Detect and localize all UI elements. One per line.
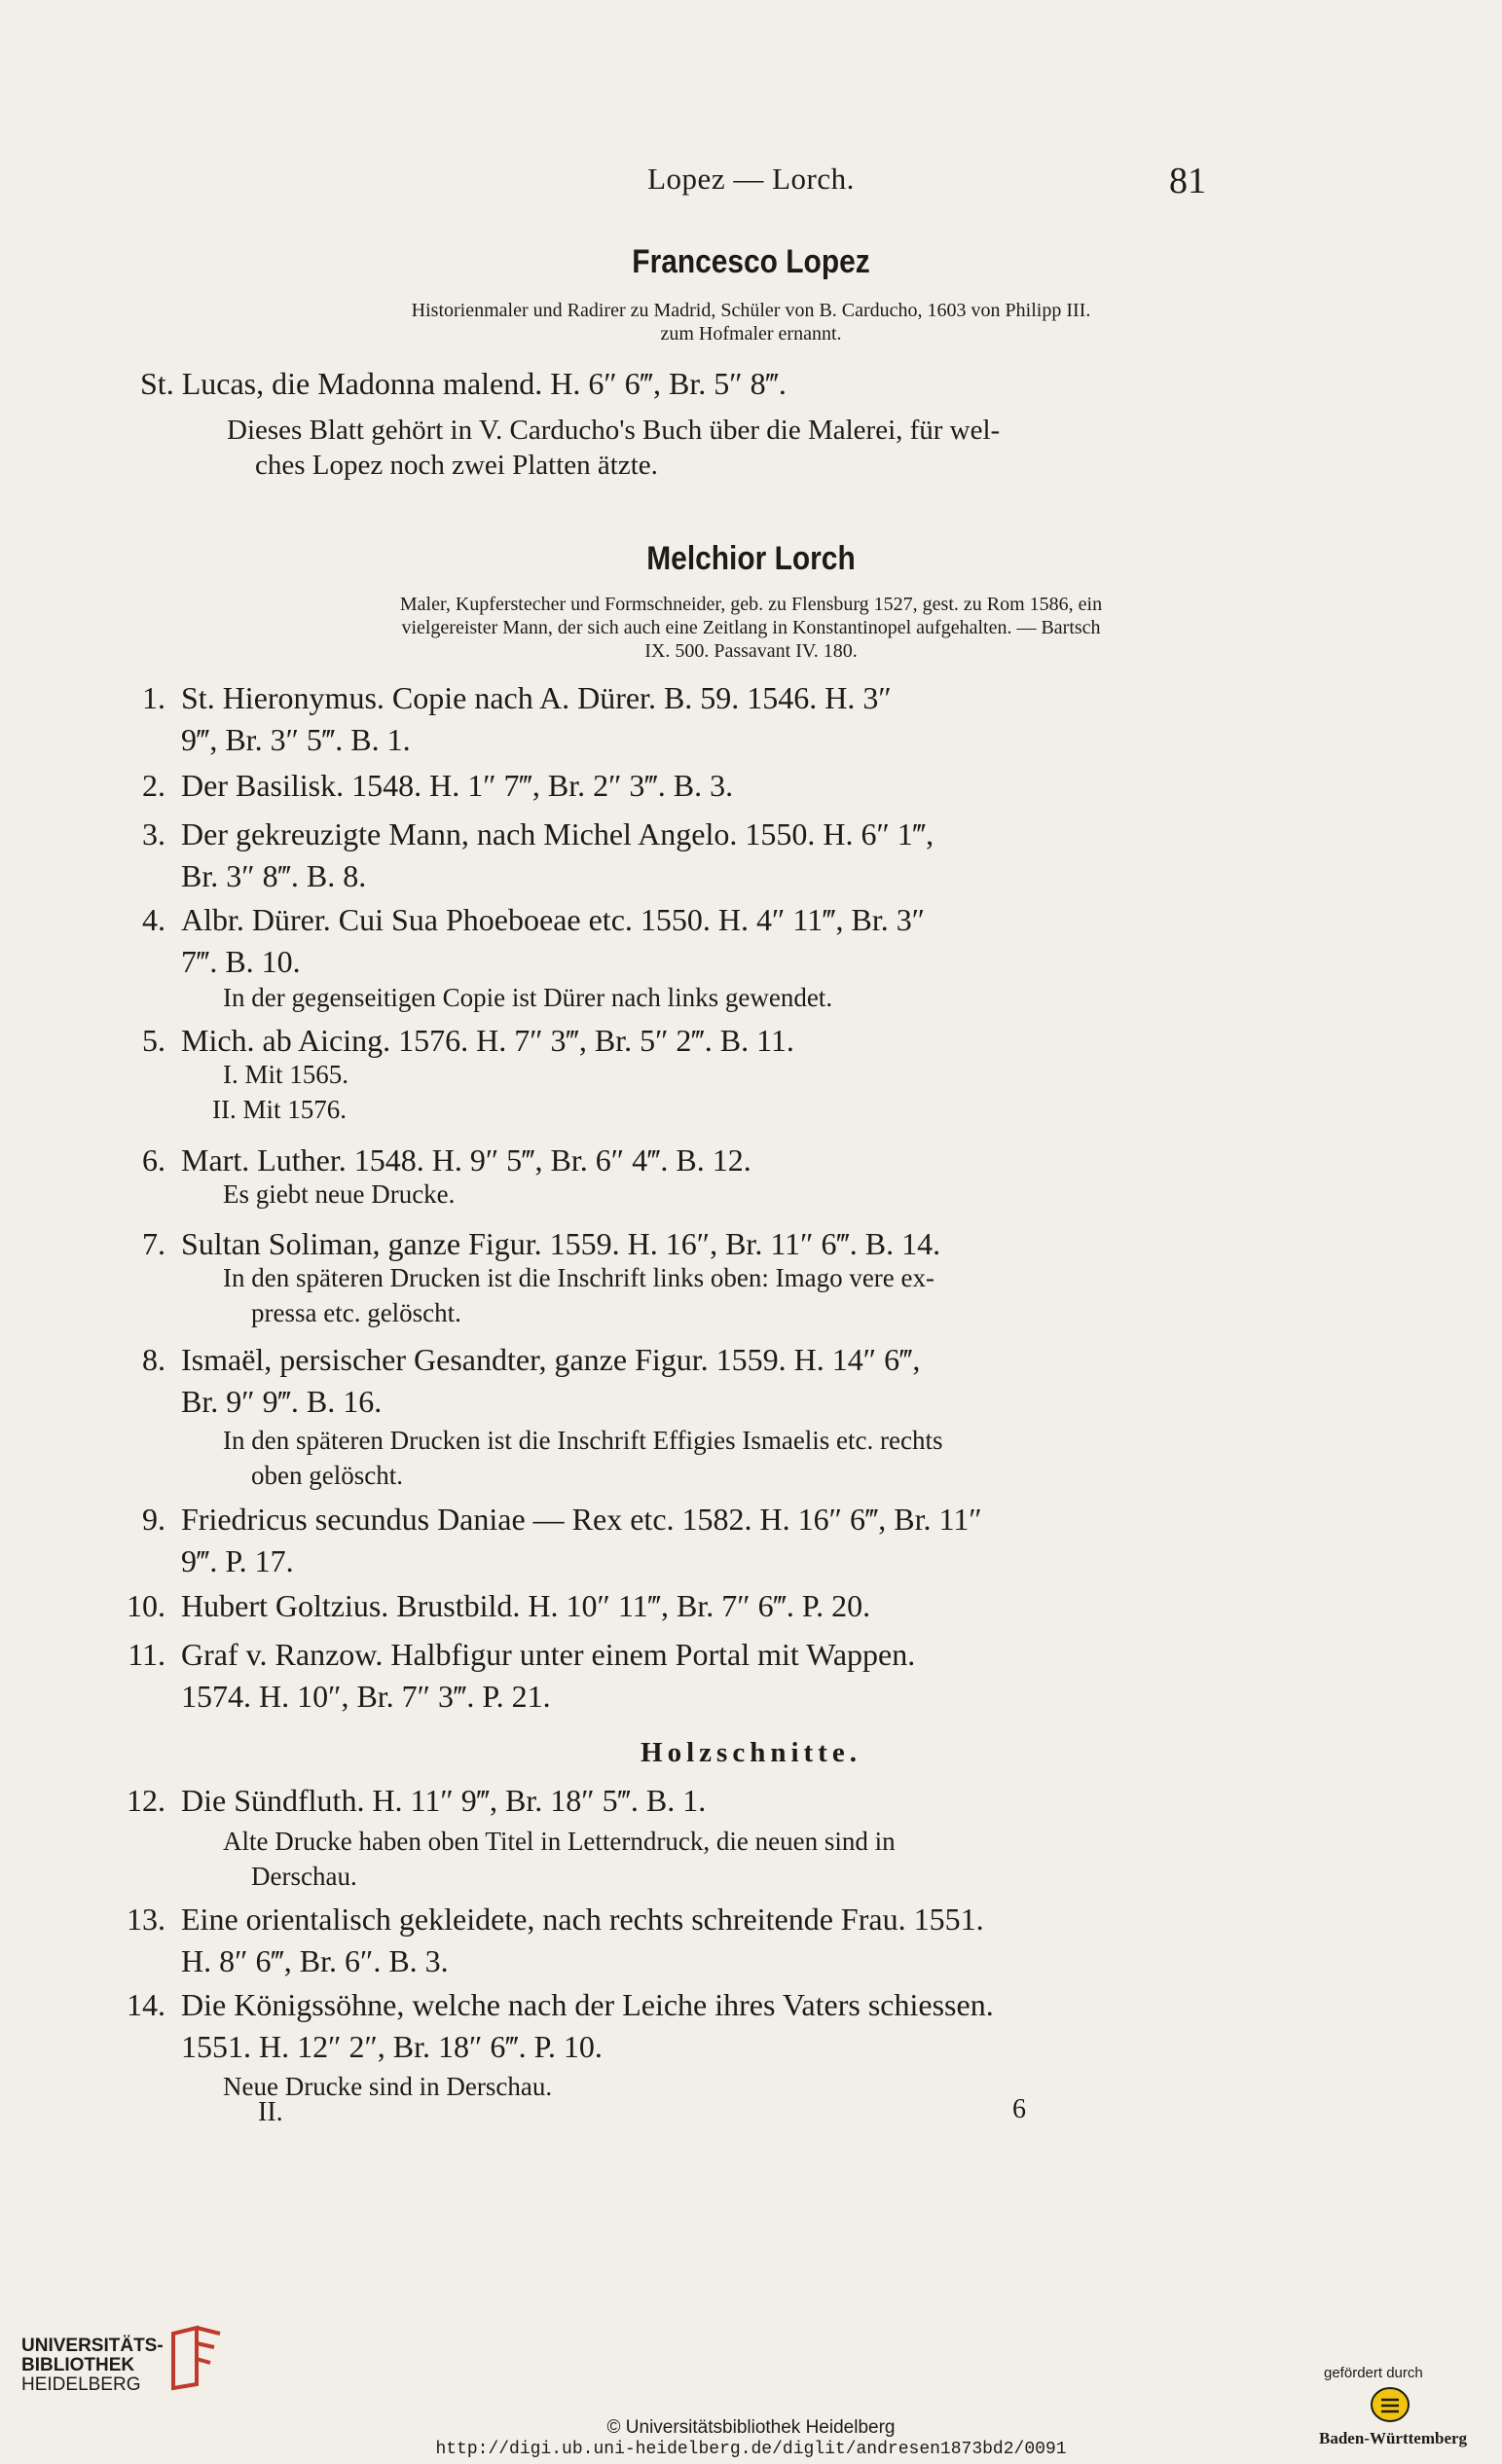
signature-marker: 6 xyxy=(1012,2094,1026,2124)
entry-text: Der gekreuzigte Mann, nach Michel Angelo. 1550. H. 6″ 1‴, xyxy=(181,816,934,852)
entry-number: 3. xyxy=(142,816,165,852)
permalink[interactable]: http://digi.ub.uni-heidelberg.de/diglit/andresen1873bd2/0091 xyxy=(435,2440,1067,2459)
entry-number: 8. xyxy=(142,1342,165,1377)
entry-number: 12. xyxy=(127,1783,165,1818)
entry-number: 11. xyxy=(128,1637,165,1672)
library-name-line: UNIVERSITÄTS- xyxy=(21,2336,164,2356)
entry-lopez: St. Lucas, die Madonna malend. H. 6″ 6‴, Br. 5″ 8‴. xyxy=(140,366,787,401)
artist-name-lorch: Melchior Lorch xyxy=(646,540,856,577)
entry-text: Graf v. Ranzow. Halbfigur unter einem Portal mit Wappen. xyxy=(181,1637,916,1672)
entry-text: Br. 9″ 9‴. B. 16. xyxy=(181,1384,383,1419)
bio-line: Historienmaler und Radirer zu Madrid, Schüler von B. Carducho, 1603 von Philipp III. xyxy=(411,300,1091,321)
copyright-text: © Universitätsbibliothek Heidelberg xyxy=(606,2417,896,2438)
entry-text: Die Sündfluth. H. 11″ 9‴, Br. 18″ 5‴. B. 1. xyxy=(181,1783,707,1818)
entry-text: Die Königssöhne, welche nach der Leiche ihres Vaters schiessen. xyxy=(181,1987,994,2022)
section-title-woodcuts: Holzschnitte. xyxy=(641,1737,861,1768)
entry-note: In den späteren Drucken ist die Inschrift Effigies Ismaelis etc. rechts xyxy=(223,1426,943,1455)
library-mark-icon xyxy=(167,2324,226,2392)
artist-name-lopez: Francesco Lopez xyxy=(632,243,870,280)
entry-text: H. 8″ 6‴, Br. 6″. B. 3. xyxy=(181,1943,449,1978)
entry-note: ches Lopez noch zwei Platten ätzte. xyxy=(255,450,658,481)
library-name-line: HEIDELBERG xyxy=(21,2374,141,2395)
entry-text: Albr. Dürer. Cui Sua Phoeboeae etc. 1550. H. 4″ 11‴, Br. 3″ xyxy=(181,902,926,937)
entry-text: Der Basilisk. 1548. H. 1″ 7‴, Br. 2″ 3‴. B. 3. xyxy=(181,768,734,803)
entry-note: Es giebt neue Drucke. xyxy=(223,1179,456,1209)
entry-number: 1. xyxy=(142,680,165,715)
entry-text: 9‴. P. 17. xyxy=(181,1543,294,1578)
entry-number: 6. xyxy=(142,1142,165,1178)
entry-number: 4. xyxy=(142,902,165,937)
bio-line: IX. 500. Passavant IV. 180. xyxy=(644,640,858,662)
entry-text: Mich. ab Aicing. 1576. H. 7″ 3‴, Br. 5″ 2‴. B. 11. xyxy=(181,1023,794,1058)
entry-text: Mart. Luther. 1548. H. 9″ 5‴, Br. 6″ 4‴. B. 12. xyxy=(181,1142,751,1178)
entry-number: 2. xyxy=(142,768,165,803)
funded-by-label: gefördert durch xyxy=(1324,2365,1423,2381)
artist-bio-lorch xyxy=(0,593,1502,663)
entry-text: 9‴, Br. 3″ 5‴. B. 1. xyxy=(181,722,411,757)
entry-note: pressa etc. gelöscht. xyxy=(251,1298,461,1327)
coat-of-arms-icon xyxy=(1370,2386,1410,2423)
entry-text: Hubert Goltzius. Brustbild. H. 10″ 11‴, Br. 7″ 6‴. P. 20. xyxy=(181,1588,871,1623)
entry-note: Alte Drucke haben oben Titel in Letterndruck, die neuen sind in xyxy=(223,1827,896,1856)
entry-number: 5. xyxy=(142,1023,165,1058)
entry-note: Neue Drucke sind in Derschau. xyxy=(223,2072,553,2101)
entry-text: Ismaël, persischer Gesandter, ganze Figur. 1559. H. 14″ 6‴, xyxy=(181,1342,921,1377)
entry-text: 1574. H. 10″, Br. 7″ 3‴. P. 21. xyxy=(181,1679,551,1714)
bio-line: Maler, Kupferstecher und Formschneider, geb. zu Flensburg 1527, gest. zu Rom 1586, ein xyxy=(399,594,1103,615)
running-head: Lopez — Lorch. xyxy=(647,162,855,196)
volume-marker: II. xyxy=(258,2097,283,2127)
entry-number: 14. xyxy=(127,1987,165,2022)
entry-note: Derschau. xyxy=(251,1862,357,1891)
entry-text: St. Hieronymus. Copie nach A. Dürer. B. 59. 1546. H. 3″ xyxy=(181,680,892,715)
copyright-notice xyxy=(0,2417,1502,2460)
library-name-line: BIBLIOTHEK xyxy=(21,2355,135,2375)
entry-text: Eine orientalisch gekleidete, nach rechts schreitende Frau. 1551. xyxy=(181,1902,984,1937)
bio-line: zum Hofmaler ernannt. xyxy=(660,323,842,344)
entry-note: In der gegenseitigen Copie ist Dürer nach links gewendet. xyxy=(223,983,833,1012)
entry-note: I. Mit 1565. xyxy=(223,1060,349,1089)
funder-name: Baden-Württemberg xyxy=(1319,2429,1468,2447)
entry-note: II. Mit 1576. xyxy=(212,1095,347,1124)
artist-bio-lopez xyxy=(0,299,1502,345)
entry-text: Br. 3″ 8‴. B. 8. xyxy=(181,858,367,893)
bio-line: vielgereister Mann, der sich auch eine Zeitlang in Konstantinopel aufgehalten. — Bartsch xyxy=(401,617,1101,638)
entry-text: 7‴. B. 10. xyxy=(181,944,301,979)
entry-text: Sultan Soliman, ganze Figur. 1559. H. 16″, Br. 11″ 6‴. B. 14. xyxy=(181,1226,941,1261)
entry-number: 9. xyxy=(142,1502,165,1537)
entry-number: 7. xyxy=(142,1226,165,1261)
library-logo xyxy=(21,2336,250,2413)
page-number: 81 xyxy=(1169,161,1206,201)
entry-number: 10. xyxy=(127,1588,165,1623)
entry-note: In den späteren Drucken ist die Inschrift links oben: Imago vere ex- xyxy=(223,1263,935,1292)
entry-text: 1551. H. 12″ 2″, Br. 18″ 6‴. P. 10. xyxy=(181,2029,603,2064)
entry-note: Dieses Blatt gehört in V. Carducho's Buch über die Malerei, für wel- xyxy=(227,415,1001,446)
entry-note: oben gelöscht. xyxy=(251,1461,403,1490)
entry-number: 13. xyxy=(127,1902,165,1937)
entry-text: Friedricus secundus Daniae — Rex etc. 1582. H. 16″ 6‴, Br. 11″ xyxy=(181,1502,982,1537)
